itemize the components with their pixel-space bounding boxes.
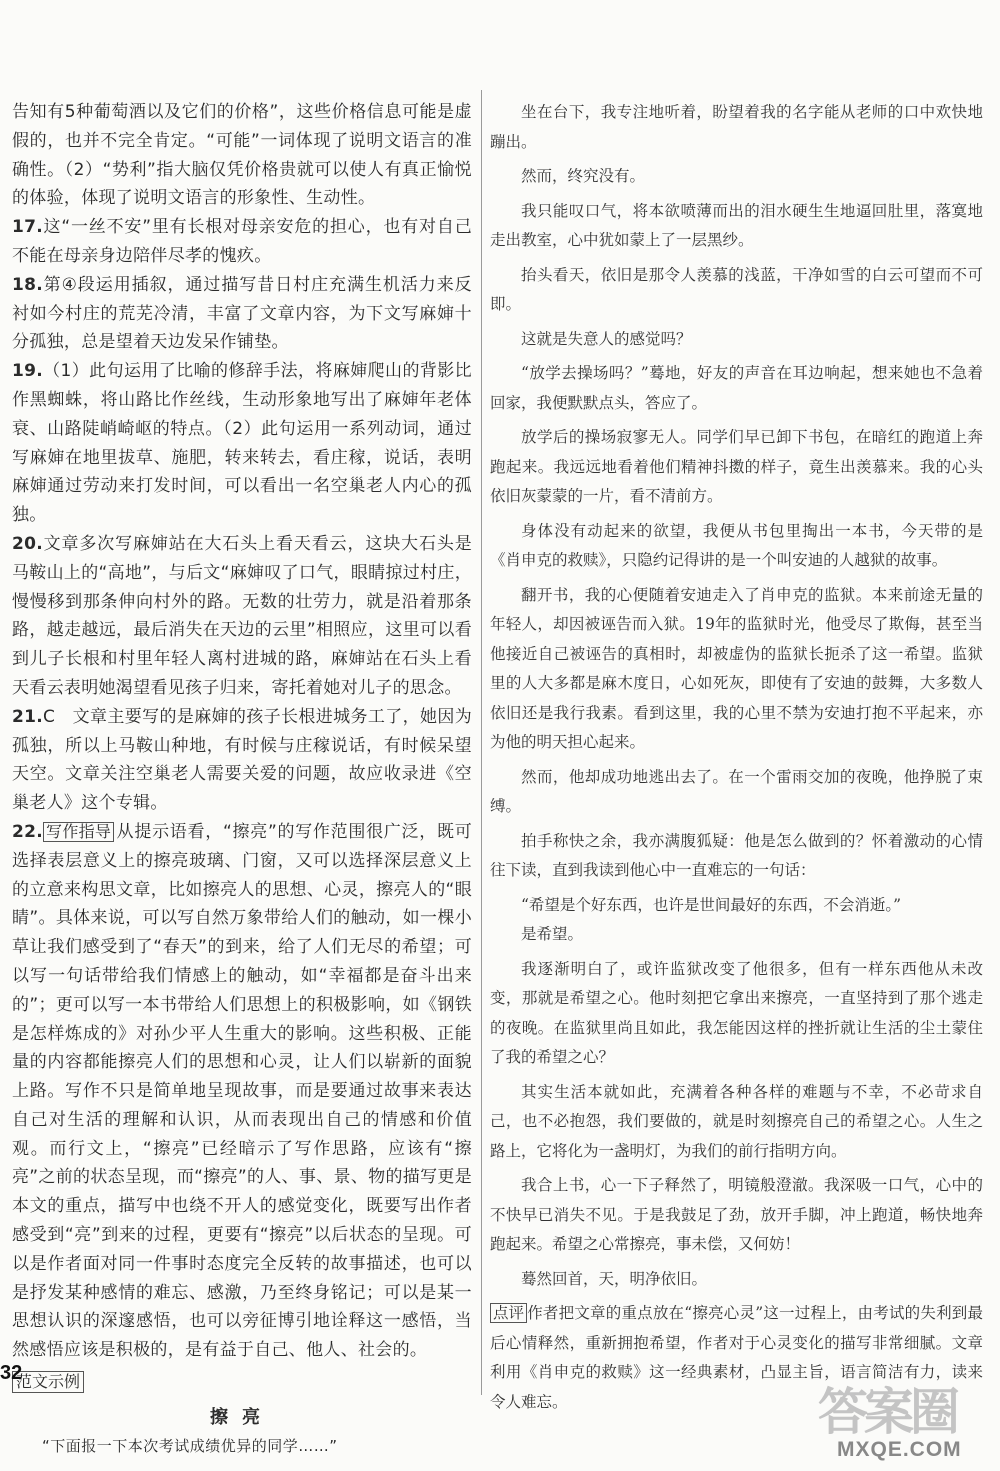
essay-paragraphs <box>490 98 983 886</box>
watermark <box>812 1372 1000 1471</box>
sample-essay-tag: 范文示例 <box>12 1371 84 1393</box>
answer-17 <box>12 213 472 271</box>
essay-paragraphs-2 <box>490 955 983 1295</box>
answer-text: （1）此句运用了比喻的修辞手法，将麻婶爬山的背影比作黑蜘蛛，将山路比作丝线，生动形象地写出了麻婶年老体衰、山路陡峭崎岖的特点。（2）此句运用一系列动词，通过写麻婶在地里拔草、施肥，转来转去，看庄稼，说话，表明麻婶通过劳动来打发时间，可以看出一名空巢老人内心的孤独。 <box>12 361 472 526</box>
answer-text: 从提示语看，“擦亮”的写作范围很广泛，既可选择表层意义上的擦亮玻璃、门窗，又可以选择深层意义上的立意来构思文章，比如擦亮人的思想、心灵，擦亮人的“眼睛”。具体来说，可以写自然万象带给人们的触动，如一棵小草让我们感受到了“春天”的到来，给了人们无尽的希望；可以写一句话带给我们情感上的触动，如“幸福都是奋斗出来的”；更可以写一本书带给人们思想上的积极影响，如《钢铁是怎样炼成的》对孙少平人生重大的影响。这些积极、正能量的内容都能擦亮人们的思想和心灵，让人们以崭新的面貌上路。写作不只是简单地呈现故事，而是要通过故事来表达自己对生活的理解和认识，从而表现出自己的情感和价值观。而行文上，“擦亮”已经暗示了写作思路，应该有“擦亮”之前的状态呈现，而“擦亮”的人、事、景、物的描写更是本文的重点，描写中也绕不开人的感觉变化，既要写出作者感受到“亮”到来的过程，更要有“擦亮”以后状态的呈现。可以是作者面对同一件事时态度完全反转的故事描述，也可以是抒发某种感情的难忘、感激，乃至终身铭记；可以是某一思想认识的深邃感悟，也可以旁征博引地诠释这一感悟，当然感悟应该是积极的，是有益于自己、他人、社会的。 <box>12 821 472 1361</box>
essay-paragraph: 放学后的操场寂寥无人。同学们早已卸下书包，在暗红的跑道上奔跑起来。我远远地看着他们精神抖擞的样子，竟生出羡慕来。我的心头依旧灰蒙蒙的一片，看不清前方。 <box>490 428 983 505</box>
essay-paragraph: 我逐渐明白了，或许监狱改变了他很多，但有一样东西他从未改变，那就是希望之心。他时刻把它拿出来擦亮，一直坚持到了那个逃走的夜晚。在监狱里尚且如此，我怎能因这样的挫折就让生活的尘土蒙住了我的希望之心？ <box>490 959 983 1066</box>
essay-paragraph: 抬头看天，依旧是那令人羡慕的浅蓝，干净如雪的白云可望而不可即。 <box>490 265 983 313</box>
column-divider <box>481 90 482 1395</box>
essay-paragraph: “放学去操场吗？”蓦地，好友的声音在耳边响起，想来她也不急着回家，我便默默点头，答应了。 <box>490 364 983 412</box>
question-number: 18. <box>12 274 44 295</box>
question-number: 17. <box>12 217 44 238</box>
essay-paragraph: 其实生活本就如此，充满着各种各样的难题与不幸，不必苛求自己，也不必抱怨，我们要做的，就是时刻擦亮自己的希望之心。人生之路上，它将化为一盏明灯，为我们的前行指明方向。 <box>490 1082 983 1160</box>
watermark-url: MXQE.COM <box>837 1438 962 1461</box>
essay-paragraph: 然而，他却成功地逃出去了。在一个雷雨交加的夜晚，他挣脱了束缚。 <box>490 767 983 815</box>
page-number: 32 <box>0 1362 23 1384</box>
answer-21 <box>12 703 472 818</box>
writing-guide-tag: 写作指导 <box>43 822 114 842</box>
essay-first-line: “下面报一下本次考试成绩优异的同学……” <box>42 1437 338 1456</box>
essay-paragraph: 蓦然回首，天，明净依旧。 <box>521 1269 708 1288</box>
essay-paragraph: 身体没有动起来的欲望，我便从书包里掏出一本书，今天带的是《肖申克的救赎》，只隐约记得讲的是一个叫安迪的人越狱的故事。 <box>490 521 983 569</box>
answer-19 <box>12 357 472 530</box>
essay-title: 擦亮 <box>210 1407 274 1429</box>
essay-quote: “希望是个好东西，也许是世间最好的东西，不会消逝。” <box>521 895 902 914</box>
essay-paragraph: 翻开书，我的心便随着安迪走入了肖申克的监狱。本来前途无量的年轻人，却因被诬告而入狱。19年的监狱时光，他受尽了欺侮，甚至当他接近自己被诬告的真相时，却被虚伪的监狱长扼杀了这一希望。监狱里的人大多都是麻木度日，心如死灰，即使有了安迪的鼓舞，大多数人依旧还是我行我素。看到这里，我的心里不禁为安迪打抱不平起来，亦为他的明天担心起来。 <box>490 585 983 751</box>
essay-quote-follow: 是希望。 <box>521 925 584 943</box>
essay-paragraph: 然而，终究没有。 <box>521 167 646 185</box>
essay-paragraph: 这就是失意人的感觉吗？ <box>521 329 692 348</box>
question-number: 20. <box>12 533 44 554</box>
essay-paragraph: 拍手称快之余，我亦满腹狐疑：他是怎么做到的？怀着激动的心情往下读，直到我读到他心中一直难忘的一句话： <box>490 831 983 879</box>
essay-paragraph: 我合上书，心一下子释然了，明镜般澄澈。我深吸一口气，心中的不快早已消失不见。于是我鼓足了劲，放开手脚，冲上跑道，畅快地奔跑起来。希望之心常擦亮，事未偿，又何妨！ <box>490 1176 983 1253</box>
answer-text: 文章多次写麻婶站在大石头上看天看云，这块大石头是马鞍山上的“高地”，与后文“麻婶叹了口气，眼睛掠过村庄，慢慢移到那条伸向村外的路。无数的壮劳力，就是沿着那条路，越走越远，最后消失在天边的云里”相照应，这里可以看到儿子长根和村里年轻人离村进城的路，麻婶站在石头上看天看云表明她渴望看见孩子归来，寄托着她对儿子的思念。 <box>12 533 472 698</box>
essay-paragraph: 我只能叹口气，将本欲喷薄而出的泪水硬生生地逼回肚里，落寞地走出教室，心中犹如蒙上了一层黑纱。 <box>490 201 983 249</box>
answer-text: C 文章主要写的是麻婶的孩子长根进城务工了，她因为孤独，所以上马鞍山种地，有时候与庄稼说话，有时候呆望天空。文章关注空巢老人需要关爱的问题，故应收录进《空巢老人》这个专辑。 <box>12 706 472 814</box>
right-column <box>490 98 983 1422</box>
answer-text: 第④段运用插叙，通过描写昔日村庄充满生机活力来反衬如今村庄的荒芜冷清，丰富了文章内容，为下文写麻婶十分孤独，总是望着天边发呆作铺垫。 <box>12 274 472 353</box>
question-number: 19. <box>12 361 44 382</box>
answer-18 <box>12 271 472 357</box>
comment-text: 作者把文章的重点放在“擦亮心灵”这一过程上，由考试的失利到最后心情释然，重新拥抱希望，作者对于心灵变化的描写非常细腻。文章利用《肖申克的救赎》这一经典素材，凸显主旨，语言简洁有力，读来令人难忘。 <box>490 1304 983 1411</box>
comment-tag: 点评 <box>490 1303 527 1323</box>
question-number: 22. <box>12 821 44 842</box>
answer-text: 这“一丝不安”里有长根对母亲安危的担心，也有对自己不能在母亲身边陪伴尽孝的愧疚。 <box>12 217 472 266</box>
answer-20 <box>12 530 472 703</box>
question-number: 21. <box>12 706 44 727</box>
watermark-logo: 答案圈 <box>818 1383 956 1441</box>
answer-22 <box>12 818 472 1365</box>
essay-paragraph: 坐在台下，我专注地听着，盼望着我的名字能从老师的口中欢快地蹦出。 <box>490 103 983 151</box>
left-column <box>12 98 472 1459</box>
answer-16-continued: 告知有5种葡萄酒以及它们的价格”，这些价格信息可能是虚假的，也并不完全肯定。“可能”一词体现了说明文语言的准确性。（2）“势利”指大脑仅凭价格贵就可以使人有真正愉悦的体验，体现了说明文语言的形象性、生动性。 <box>12 102 472 209</box>
